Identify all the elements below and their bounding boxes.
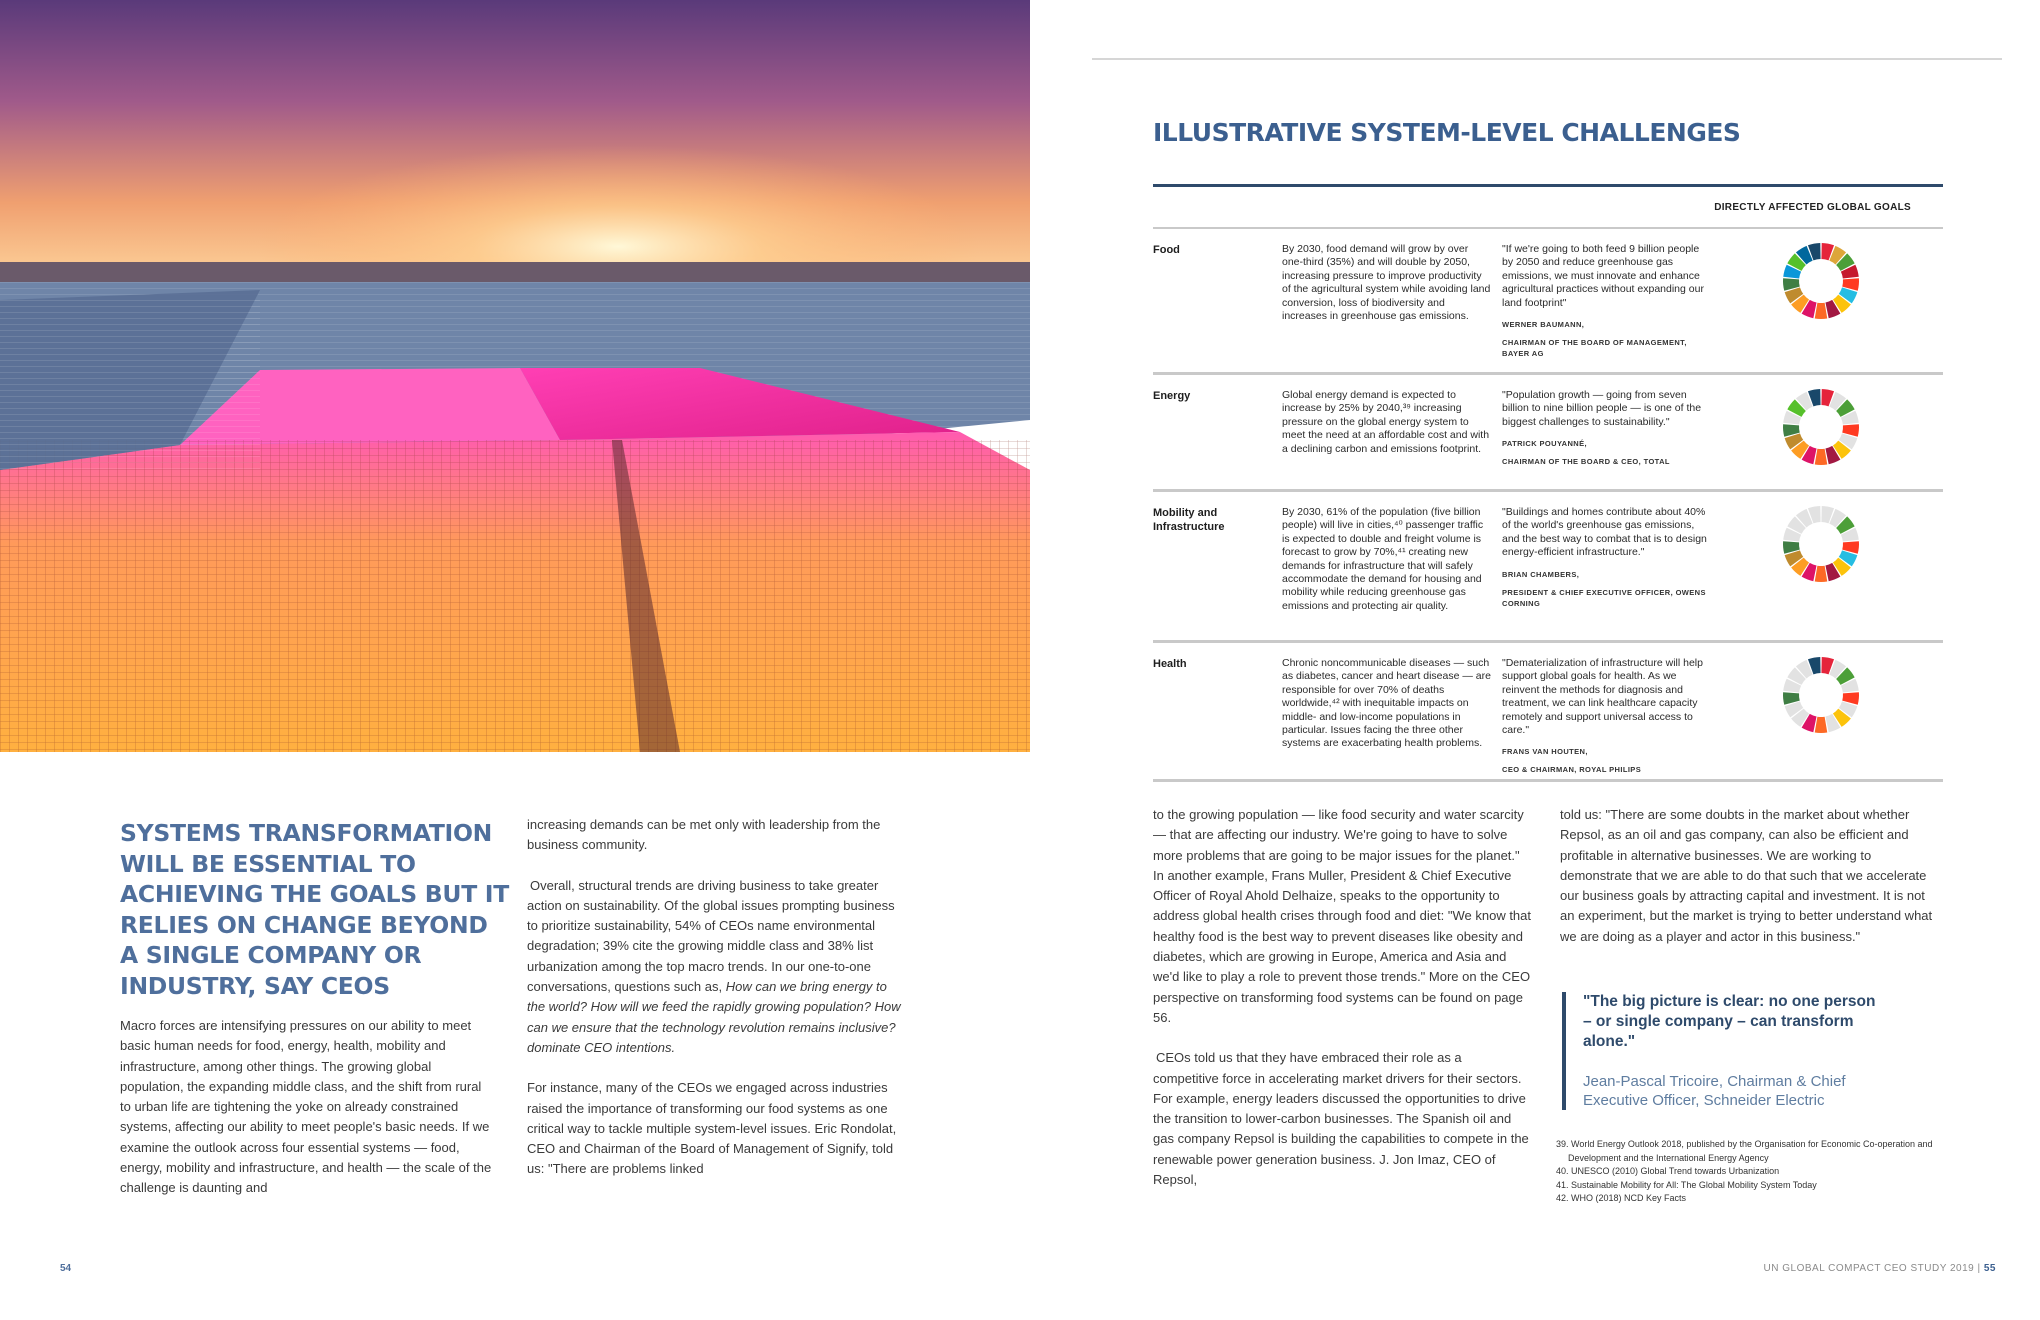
quote-text: "Population growth — going from seven billion to nine billion people — is one of the biggest challenges to sustainability." — [1502, 389, 1702, 428]
body-paragraph: told us: "There are some doubts in the market about whether Repsol, as an oil and gas company, can also be efficient and profitable in alternative businesses. We are working to demonstrate that we are able to do that such that we accelerate our business goals by attracting capital and investment. It is not an experiment, but the market is trying to better understand what we are doing as a player and actor in this business." — [1560, 807, 1933, 944]
footnote: 39. World Energy Outlook 2018, published by the Organisation for Economic Co-operation and Development and the International Energy Agency — [1556, 1139, 1933, 1163]
challenge-description: By 2030, food demand will grow by over one-third (35%) and will double by 2050, increasing pressure to improve productivity of the agricultural system while avoiding land conversion, loss of biodiversity and increases in greenhouse gas emissions. — [1282, 243, 1491, 323]
body-paragraph: CEOs told us that they have embraced their role as a competitive force in accelerating market drivers for their sectors. For example, energy leaders discussed the opportunities to drive the transition to lower-carbon businesses. The Spanish oil and gas company Repsol is building the capabilities to compete in the renewable power generation business. J. Jon Imaz, CEO of Repsol, — [1153, 1050, 1529, 1188]
quote-speaker-title: CHAIRMAN OF THE BOARD & CEO, TOTAL — [1502, 457, 1670, 467]
top-rule — [1092, 58, 2002, 60]
body-text: Overall, structural trends are driving business to take greater action on sustainability. Of the global issues prompting business to prioritize sustainability, 54% of CEOs name environmental degradation; 39% cite the growing middle class and 38% list urbanization among the top macro trends. In our one-to-one conversations, questions such as, — [527, 877, 895, 995]
quote-speaker: FRANS VAN HOUTEN, — [1502, 747, 1588, 757]
body-paragraph: to the growing population — like food security and water scarcity — that are affecting our industry. We're going to have to solve more problems that are going to be major issues for the planet." In another example, Frans Muller, President & Chief Executive Officer of Royal Ahold Delhaize, speaks to the opportunity to address global health crises through food and diet: "We know that healthy food is the best way to prevent diseases like obesity and diabetes, which are growing in Europe, America and Asia and we'd like to play a role to prevent those trends." More on the CEO perspective on transforming food systems can be found on page 56. — [1153, 807, 1531, 1025]
body-paragraph — [527, 876, 902, 1059]
greenhouse-photo — [0, 0, 1030, 752]
pull-quote — [1562, 992, 1883, 1110]
sdg-goals-wheel — [1781, 241, 1861, 321]
category-label: Energy — [1153, 390, 1191, 402]
page-number-left: 54 — [60, 1263, 72, 1274]
table-row-energy — [1153, 375, 1943, 492]
ceo-quote — [1502, 657, 1712, 775]
ceo-quote — [1502, 506, 1712, 609]
footnote: 40. UNESCO (2010) Global Trend towards Urbanization — [1556, 1166, 1780, 1176]
publication-title: UN GLOBAL COMPACT CEO STUDY 2019 — [1763, 1263, 1975, 1274]
challenge-description: By 2030, 61% of the population (five billion people) will live in cities,⁴⁰ passenger traffic is expected to double and freight volume is forecast to grow by 70%,⁴¹ creating new demands for infrastructure that will safely accommodate the demand for housing and mobility while reducing greenhouse gas emissions and protecting air quality. — [1282, 506, 1484, 612]
body-column-1 — [120, 1016, 495, 1219]
body-paragraph: For instance, many of the CEOs we engaged across industries raised the importance of transforming our food systems as one critical way to tackle multiple system-level issues. Eric Rondolat, CEO and Chairman of the Board of Management of Signify, told us: "There are problems linked — [527, 1080, 897, 1177]
category-label: Food — [1153, 244, 1180, 256]
body-column-2 — [527, 815, 902, 1200]
body-column-4 — [1560, 805, 1940, 967]
quote-text: "If we're going to both feed 9 billion people by 2050 and reduce greenhouse gas emissions, we must innovate and enhance agricultural practices without expanding our land footprint" — [1502, 243, 1704, 309]
category-label: Mobility and Infrastructure — [1153, 507, 1225, 533]
quote-text: "Buildings and homes contribute about 40% of the world's greenhouse gas emissions, and the best way to combat that is to design energy-efficient infrastructure." — [1502, 506, 1707, 559]
quote-speaker-title: PRESIDENT & CHIEF EXECUTIVE OFFICER, OWENS CORNING — [1502, 587, 1706, 608]
pull-quote-attribution: Jean-Pascal Tricoire, Chairman & Chief Executive Officer, Schneider Electric — [1583, 1073, 1846, 1109]
greenhouse-aerial-image — [0, 0, 1030, 752]
challenges-table — [1153, 184, 1943, 782]
goals-header: DIRECTLY AFFECTED GLOBAL GOALS — [1714, 202, 1911, 213]
goals-header-row — [1153, 187, 1943, 229]
sdg-goals-wheel — [1781, 387, 1861, 467]
sdg-goals-wheel — [1781, 655, 1861, 735]
quote-text: "Dematerialization of infrastructure will help support global goals for health. As we reinvent the methods for diagnosis and treatment, we can link healthcare capacity remotely and support universal access to care." — [1502, 657, 1703, 737]
sdg-goal-9-segment — [1815, 303, 1828, 319]
quote-speaker-title: CHAIRMAN OF THE BOARD OF MANAGEMENT, BAYER AG — [1502, 338, 1687, 359]
ceo-quote — [1502, 243, 1712, 359]
body-paragraph: Macro forces are intensifying pressures on our ability to meet basic human needs for food, energy, health, mobility and infrastructure, among other things. The growing global population, the expanding middle class, and the shift from rural to urban life are tightening the yoke on already constrained systems, affecting our ability to meet people's basic needs. If we examine the outlook across four essential systems — food, energy, mobility and infrastructure, and health — the scale of the challenge is daunting and — [120, 1018, 492, 1196]
sdg-goal-9-segment — [1815, 717, 1828, 733]
category-label: Health — [1153, 658, 1187, 670]
sdg-goal-9-segment — [1815, 566, 1828, 582]
footnote: 41. Sustainable Mobility for All: The Global Mobility System Today — [1556, 1179, 1817, 1190]
challenge-description: Chronic noncommunicable diseases — such as diabetes, cancer and heart disease — are responsible for over 70% of deaths worldwide,⁴² with inequitable impacts on middle- and low-income populations in particular. Issues facing the three other systems are exacerbating health problems. — [1282, 657, 1491, 750]
body-italic-text: How can we bring energy to the world? How will we feed the rapidly growing population? How can we ensure that the technology revolution remains inclusive? dominate CEO intentions. — [527, 979, 901, 1055]
challenge-description: Global energy demand is expected to increase by 25% by 2040,³⁹ increasing pressure on the global energy system to meet the need at an affordable cost and with a declining carbon and emissions footprint. — [1282, 389, 1490, 455]
sdg-goals-wheel — [1781, 504, 1861, 584]
body-paragraph: increasing demands can be met only with leadership from the business community. — [527, 817, 881, 853]
running-footer — [1764, 1263, 1996, 1274]
page-number-right: 55 — [1983, 1263, 1996, 1274]
sdg-goal-9-segment — [1815, 449, 1828, 465]
body-column-3 — [1153, 805, 1531, 1210]
table-row-health — [1153, 643, 1943, 782]
quote-speaker: WERNER BAUMANN, — [1502, 320, 1585, 330]
quote-speaker: BRIAN CHAMBERS, — [1502, 569, 1580, 579]
table-row-mobility — [1153, 492, 1943, 643]
section-headline: SYSTEMS TRANSFORMATION WILL BE ESSENTIAL TO ACHIEVING THE GOALS BUT IT RELIES ON CHANGE BEYOND A SINGLE COMPANY OR INDUSTRY, SAY CEOS — [120, 819, 509, 1000]
footnote: 42. WHO (2018) NCD Key Facts — [1556, 1193, 1687, 1203]
quote-speaker: PATRICK POUYANNÉ, — [1502, 439, 1588, 449]
table-row-food — [1153, 229, 1943, 375]
ceo-quote — [1502, 389, 1712, 467]
pull-quote-text: "The big picture is clear: no one person – or single company – can transform alone." — [1583, 993, 1876, 1050]
quote-speaker-title: CEO & CHAIRMAN, ROYAL PHILIPS — [1502, 765, 1642, 775]
challenges-title: ILLUSTRATIVE SYSTEM-LEVEL CHALLENGES — [1153, 118, 1741, 147]
footnotes — [1556, 1138, 1936, 1206]
footer-separator: | — [1977, 1263, 1981, 1274]
